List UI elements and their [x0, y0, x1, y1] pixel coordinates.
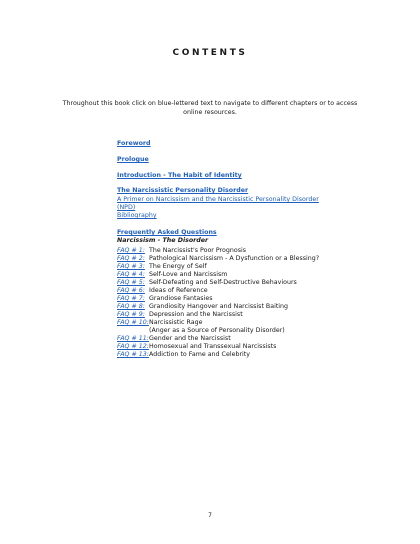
faq-title-continued: (Anger as a Source of Personality Disorder): [149, 327, 285, 334]
toc-link-primer[interactable]: A Primer on Narcissism and the Narcissistic Personality Disorder: [117, 196, 319, 203]
faq-title: Grandiosity Hangover and Narcissist Baiting: [149, 303, 289, 310]
toc-link-foreword[interactable]: Foreword: [117, 140, 151, 147]
faq-link[interactable]: FAQ # 12:: [117, 343, 149, 350]
faq-title: Grandiose Fantasies: [149, 295, 213, 302]
faq-link[interactable]: FAQ # 5:: [117, 279, 145, 286]
faq-title: Pathological Narcissism - A Dysfunction or a Blessing?: [149, 255, 320, 262]
faq-title: Depression and the Narcissist: [149, 311, 243, 318]
faq-link[interactable]: FAQ # 2:: [117, 255, 145, 262]
faq-title: Self-Love and Narcissism: [149, 271, 228, 278]
faq-link[interactable]: FAQ # 1:: [117, 247, 145, 254]
faq-link[interactable]: FAQ # 13:: [117, 351, 149, 358]
toc-link-faq[interactable]: Frequently Asked Questions: [117, 229, 217, 236]
faq-title: Homosexual and Transsexual Narcissists: [149, 343, 277, 350]
faq-title: Self-Defeating and Self-Destructive Behaviours: [149, 279, 297, 286]
faq-subheading: Narcissism - The Disorder: [117, 237, 209, 244]
page-title: CONTENTS: [172, 48, 248, 58]
faq-link[interactable]: FAQ # 11:: [117, 335, 149, 342]
toc-link-bibliography[interactable]: Bibliography: [117, 212, 157, 219]
faq-title: Narcissistic Rage: [149, 319, 203, 326]
intro-text: Throughout this book click on blue-lettered text to navigate to different chapters or to access online resources.: [62, 100, 358, 116]
toc-link-npd[interactable]: The Narcissistic Personality Disorder: [117, 187, 249, 194]
faq-title: Gender and the Narcissist: [149, 335, 231, 342]
toc-link-introduction[interactable]: Introduction - The Habit of Identity: [117, 172, 242, 179]
faq-link[interactable]: FAQ # 9:: [117, 311, 145, 318]
faq-title: Addiction to Fame and Celebrity: [149, 351, 250, 358]
faq-link[interactable]: FAQ # 8:: [117, 303, 145, 310]
toc-link-primer-cont[interactable]: (NPD): [117, 204, 136, 211]
page-number: 7: [208, 512, 212, 519]
faq-link[interactable]: FAQ # 10:: [117, 319, 149, 326]
faq-link[interactable]: FAQ # 7:: [117, 295, 145, 302]
faq-link[interactable]: FAQ # 4:: [117, 271, 145, 278]
faq-title: Ideas of Reference: [149, 287, 208, 294]
faq-title: The Narcissist's Poor Prognosis: [149, 247, 247, 254]
faq-title: The Energy of Self: [149, 263, 207, 270]
faq-link[interactable]: FAQ # 6:: [117, 287, 145, 294]
toc-link-prologue[interactable]: Prologue: [117, 156, 149, 163]
faq-link[interactable]: FAQ # 3:: [117, 263, 145, 270]
